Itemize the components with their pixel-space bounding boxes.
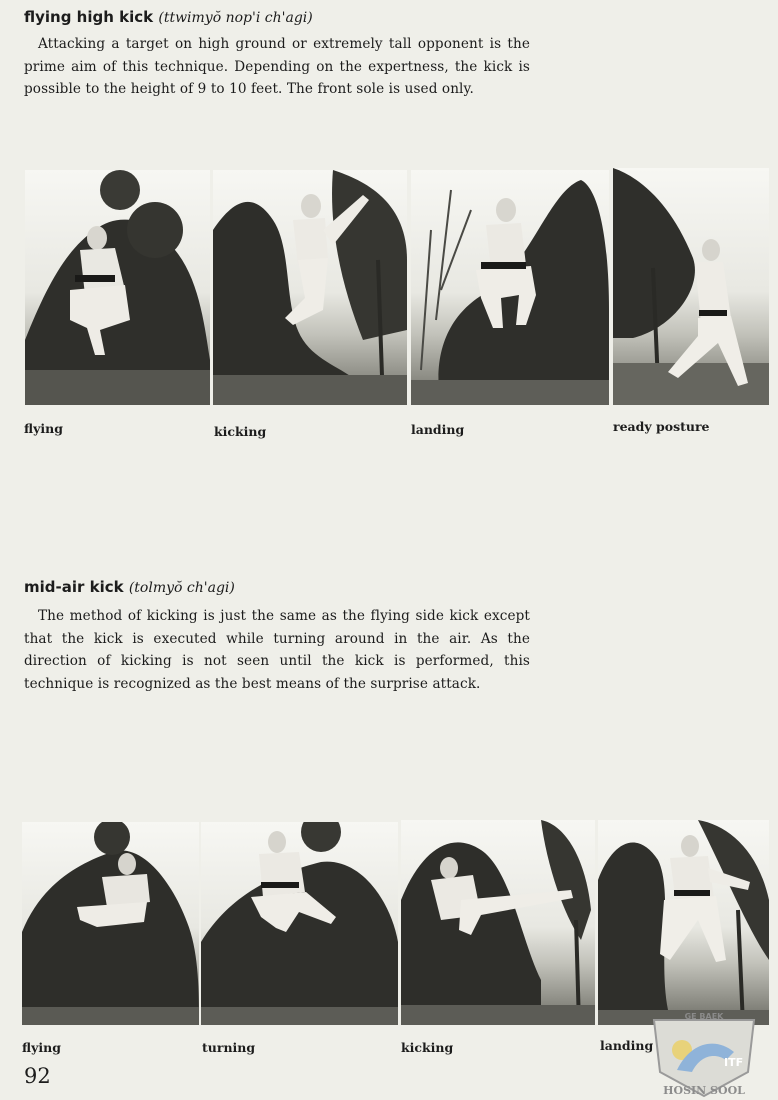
photo-ready-posture-1 xyxy=(613,168,769,405)
caption-ready-posture-1: ready posture xyxy=(613,419,710,434)
photo-landing-2-art xyxy=(598,820,769,1025)
photo-kicking-1 xyxy=(213,170,407,405)
photo-kicking-2-art xyxy=(401,820,595,1025)
caption-flying-2: flying xyxy=(22,1040,61,1055)
photo-turning-2-art xyxy=(201,822,398,1025)
section1-paragraph: Attacking a target on high ground or extremely tall opponent is the prime aim of this technique. Depending on the expertness, the kick is possible to the height of 9 to 10 feet. The front sole is used only. xyxy=(24,36,530,97)
photo-kicking-2 xyxy=(401,820,595,1025)
section2-heading xyxy=(24,578,235,596)
section2-paragraph: The method of kicking is just the same as the flying side kick except that the kick is executed while turning around in the air. As the direction of kicking is not seen until the kick is performed, this technique is recognized as the best means of the surprise attack. xyxy=(24,608,530,692)
page-number: 92 xyxy=(24,1064,51,1088)
photo-landing-2 xyxy=(598,820,769,1025)
photo-turning-2 xyxy=(201,822,398,1025)
photo-flying-1-art xyxy=(25,170,210,405)
watermark-itf-text: ITF xyxy=(724,1056,744,1069)
photo-ready-posture-1-art xyxy=(613,168,769,405)
photo-landing-1 xyxy=(411,170,609,405)
photo-landing-1-art xyxy=(411,170,609,405)
section2-term: mid-air kick xyxy=(24,578,124,596)
caption-turning-2: turning xyxy=(202,1040,256,1055)
photo-flying-2-art xyxy=(22,822,199,1025)
caption-landing-1: landing xyxy=(411,422,465,437)
section1-heading xyxy=(24,8,313,26)
caption-flying-1: flying xyxy=(24,421,63,436)
section1-romanization: (ttwimyŏ nop'i ch'agi) xyxy=(158,10,313,26)
section1-term: flying high kick xyxy=(24,8,154,26)
caption-kicking-1: kicking xyxy=(214,424,267,439)
watermark-logo xyxy=(642,1010,766,1098)
photo-flying-2 xyxy=(22,822,199,1025)
watermark-bottom-text: HOSIN SOOL xyxy=(663,1084,745,1097)
photo-kicking-1-art xyxy=(213,170,407,405)
watermark-top-text: GE BAEK xyxy=(684,1012,724,1021)
section2-romanization: (tolmyŏ ch'agi) xyxy=(128,580,235,596)
photo-flying-1 xyxy=(25,170,210,405)
caption-kicking-2: kicking xyxy=(401,1040,454,1055)
caption-landing-2: landing xyxy=(600,1038,654,1053)
